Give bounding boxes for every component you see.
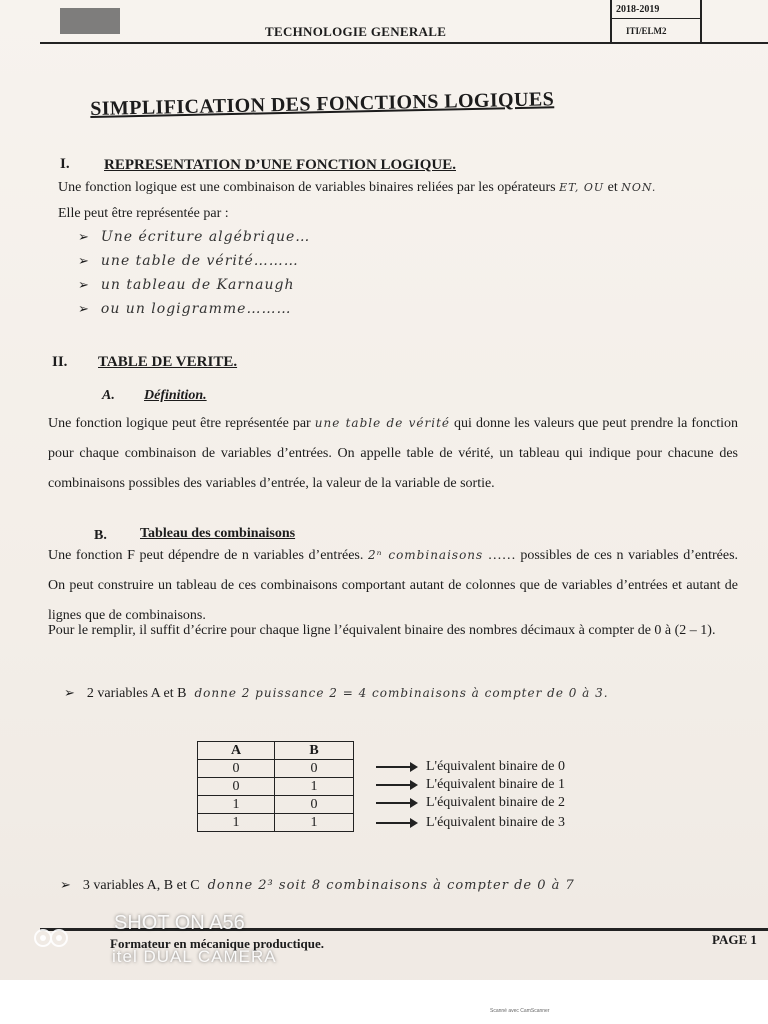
header-subject: TECHNOLOGIE GENERALE <box>265 24 447 39</box>
list-item <box>64 684 609 702</box>
table-header-row <box>198 742 354 760</box>
handwritten-text: donne 2³ soit 8 combinaisons à compter de 0 à 7 <box>207 878 575 893</box>
table-cell: 0 <box>275 796 354 814</box>
handwritten-text: une table de vérité <box>314 416 451 430</box>
subsection-title: Tableau des combinaisons <box>140 526 296 541</box>
text: Une fonction logique est une combinaison de variables binaires reliées par les opérateurs <box>58 180 556 195</box>
camera-watermark <box>112 945 277 968</box>
header-divider <box>700 0 702 42</box>
text: 2 variables A et B <box>86 686 187 701</box>
table-row <box>198 778 354 796</box>
paragraph <box>48 408 738 499</box>
arrow-right-icon <box>376 784 416 786</box>
arrow-right-icon <box>376 802 416 804</box>
subsection-number: A. <box>102 388 115 403</box>
text: Une fonction logique peut être représentée par <box>48 416 311 431</box>
list-item <box>78 252 299 270</box>
section-number: II. <box>52 354 68 370</box>
handwritten-text: un tableau de Karnaugh <box>100 277 295 293</box>
text: L'équivalent binaire de 0 <box>426 759 565 774</box>
paragraph: Pour le remplir, il suffit d’écrire pour chaque ligne l’équivalent binaire des nombres décimaux à compter de 0 à (2 – 1). <box>48 623 716 638</box>
list-item <box>78 300 291 318</box>
handwritten-text: ou un logigramme……… <box>100 301 292 317</box>
list-item <box>60 876 575 894</box>
header-divider <box>612 18 702 19</box>
table-cell: 1 <box>275 814 354 832</box>
subsection-number: B. <box>94 528 107 543</box>
list-item <box>78 276 294 294</box>
table-cell: 0 <box>198 760 275 778</box>
table-row <box>198 760 354 778</box>
header-year: 2018-2019 <box>616 4 660 15</box>
text: itel DUAL CAMERA <box>112 947 277 966</box>
equivalence-note <box>376 759 565 775</box>
handwritten-text: donne 2 puissance 2 = 4 combinaisons à compter de 0 à 3. <box>194 686 609 700</box>
handwritten-text: une table de vérité……… <box>100 253 299 269</box>
equivalence-note <box>376 777 565 793</box>
column-header: A <box>198 742 275 760</box>
arrow-right-icon <box>376 822 416 824</box>
header-logo-block <box>60 8 120 34</box>
section-title: REPRESENTATION D’UNE FONCTION LOGIQUE. <box>104 157 456 173</box>
bullet-arrow-icon: ➢ <box>60 877 71 892</box>
handwritten-text: 2ⁿ combinaisons <box>367 548 484 562</box>
arrow-right-icon <box>376 766 416 768</box>
section-title: TABLE DE VERITE. <box>98 354 238 370</box>
camera-lens-icon <box>34 926 68 950</box>
equivalence-note <box>376 815 565 831</box>
footer-text: Formateur en mécanique productique. <box>110 936 325 951</box>
text: Une fonction F peut dépendre de n variables d’entrées. <box>48 548 364 563</box>
text: L'équivalent binaire de 2 <box>426 795 565 810</box>
camera-watermark: SHOT ON A56 <box>114 912 245 934</box>
text: 3 variables A, B et C <box>82 878 200 893</box>
scanner-credit: Scanné avec CamScanner <box>490 1008 550 1014</box>
table-cell: 1 <box>275 778 354 796</box>
table-cell: 1 <box>198 814 275 832</box>
paragraph-line: Elle peut être représentée par : <box>58 206 229 221</box>
subsection-title: Définition. <box>144 388 207 403</box>
table-cell: 0 <box>198 778 275 796</box>
table-cell: 1 <box>198 796 275 814</box>
header-class: ITI/ELM2 <box>626 26 667 36</box>
header-rule <box>40 42 768 44</box>
bullet-arrow-icon: ➢ <box>78 301 89 316</box>
page-number: PAGE 1 <box>712 932 757 947</box>
section-number: I. <box>60 156 70 172</box>
handwritten-text: Une écriture algébrique… <box>100 229 311 245</box>
paragraph-line <box>58 180 656 196</box>
table-row <box>198 814 354 832</box>
text: L'équivalent binaire de 3 <box>426 815 565 830</box>
text: L'équivalent binaire de 1 <box>426 777 565 792</box>
header-divider <box>610 0 612 42</box>
column-header: B <box>275 742 354 760</box>
handwritten-text: ET, OU <box>559 181 605 194</box>
bullet-arrow-icon: ➢ <box>78 253 89 268</box>
truth-table <box>197 741 354 832</box>
handwritten-text: NON. <box>621 181 657 194</box>
bullet-arrow-icon: ➢ <box>78 229 89 244</box>
bullet-arrow-icon: ➢ <box>78 277 89 292</box>
table-row <box>198 796 354 814</box>
bullet-arrow-icon: ➢ <box>64 685 75 700</box>
text: et <box>607 180 618 195</box>
page-margin <box>0 980 768 1024</box>
table-cell: 0 <box>275 760 354 778</box>
equivalence-note <box>376 795 565 811</box>
text: qui donne les valeurs que peut prendre la fonction pour chaque combinaison de variables d’entrées. On appelle table de vérité, un tableau qui indique pour chacune des combinaisons possibles des variables d’entrée, la valeur de la variable de sortie. <box>48 416 739 491</box>
list-item <box>78 228 310 246</box>
text: …… possibles de ces n variables d’entrées. On peut construire un tableau de ces combinaisons comportant autant de colonnes que de variables d’entrées et autant de lignes que de combinaisons. <box>48 548 739 623</box>
page-title: SIMPLIFICATION DES FONCTIONS LOGIQUES <box>90 88 555 120</box>
